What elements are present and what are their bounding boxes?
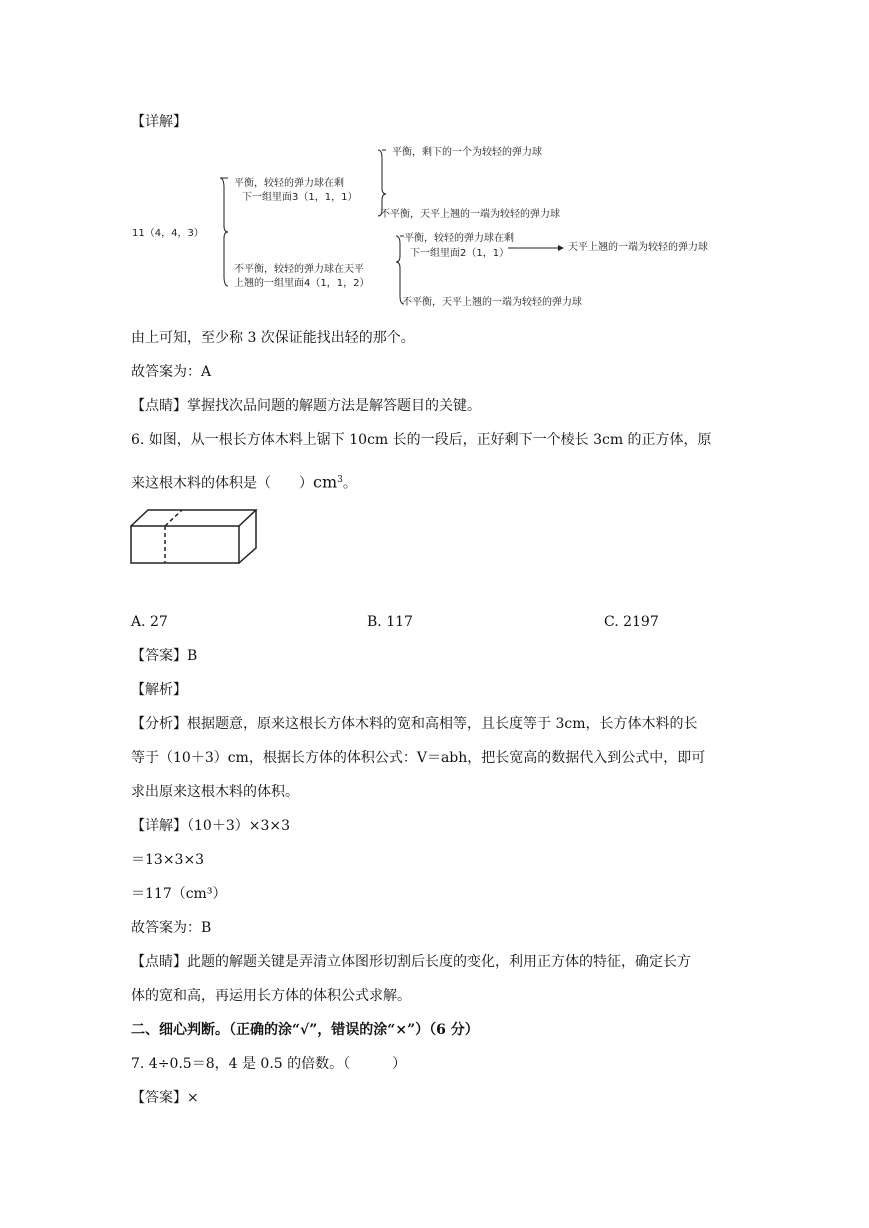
q6-analysis-line1: 【分析】根据题意，原来这根长方体木料的宽和高相等，且长度等于 3cm，长方体木料的长 [131, 716, 698, 732]
tree-root: 11（4，4，3） [132, 228, 204, 239]
q6-analysis-line2: 等于（10＋3）cm，根据长方体的体积公式：V＝abh，把长宽高的数据代入到公式中，即可 [131, 750, 706, 766]
q6-unit: cm [313, 472, 338, 492]
q7-stem: 7. 4÷0.5＝8，4 是 0.5 的倍数。（ ） [131, 1056, 407, 1072]
q6-final-answer: 故答案为：B [131, 920, 212, 936]
option-a: A. 27 [131, 614, 168, 630]
q6-answer: 【答案】B [131, 648, 198, 664]
tree-branch2a-line2: 下一组里面2（1，1） [410, 248, 510, 259]
q6-detail-line1: 【详解】（10＋3）×3×3 [131, 818, 290, 834]
cuboid-figure [128, 505, 268, 567]
q6-stem-line2 [131, 470, 357, 494]
tree-branch1-line1: 平衡，较轻的弹力球在剩 [234, 178, 344, 189]
q7-answer: 【答案】× [131, 1090, 199, 1106]
q6-point-line1: 【点睛】此题的解题关键是弄清立体图形切割后长度的变化，利用正方体的特征，确定长方 [131, 954, 691, 970]
tree-branch2-line1: 不平衡，较轻的弹力球在天平 [234, 264, 364, 275]
q5-point: 【点睛】掌握找次品问题的解题方法是解答题目的关键。 [131, 398, 481, 414]
tree-branch1b: 不平衡，天平上翘的一端为较轻的弹力球 [380, 209, 560, 220]
q6-detail-line3: ＝117（cm³） [131, 886, 227, 902]
q6-stem-text: 来这根木料的体积是（ ） [131, 475, 313, 492]
weighing-tree-diagram [128, 138, 748, 318]
q5-answer: 故答案为：A [131, 364, 212, 380]
conclusion-text: 由上可知，至少称 3 次保证能找出轻的那个。 [131, 330, 415, 346]
tree-branch1a: 平衡，剩下的一个为较轻的弹力球 [392, 147, 542, 158]
q6-tail: 。 [342, 475, 357, 492]
q6-unit-sup: 3 [337, 475, 343, 485]
q6-stem-line1: 6. 如图，从一根长方体木料上锯下 10cm 长的一段后，正好剩下一个棱长 3cm 的正方体，原 [131, 432, 712, 448]
tree-branch1-line2: 下一组里面3（1，1，1） [242, 192, 358, 203]
tree-branch2-line2: 上翘的一组里面4（1，1，2） [234, 278, 370, 289]
option-c: C. 2197 [604, 614, 659, 630]
detail-label: 【详解】 [131, 114, 187, 130]
q6-analysis-label: 【解析】 [131, 682, 187, 698]
q6-detail-line2: ＝13×3×3 [131, 852, 205, 868]
section-2-heading: 二、细心判断。（正确的涂“√”，错误的涂“×”）（6 分） [131, 1022, 479, 1038]
tree-branch2a-result: 天平上翘的一端为较轻的弹力球 [568, 242, 708, 253]
option-b: B. 117 [367, 614, 413, 630]
tree-branch2b: 不平衡，天平上翘的一端为较轻的弹力球 [402, 297, 582, 308]
q6-point-line2: 体的宽和高，再运用长方体的体积公式求解。 [131, 988, 411, 1004]
tree-branch2a-line1: 平衡，较轻的弹力球在剩 [404, 233, 514, 244]
q6-analysis-line3: 求出原来这根木料的体积。 [131, 784, 299, 800]
